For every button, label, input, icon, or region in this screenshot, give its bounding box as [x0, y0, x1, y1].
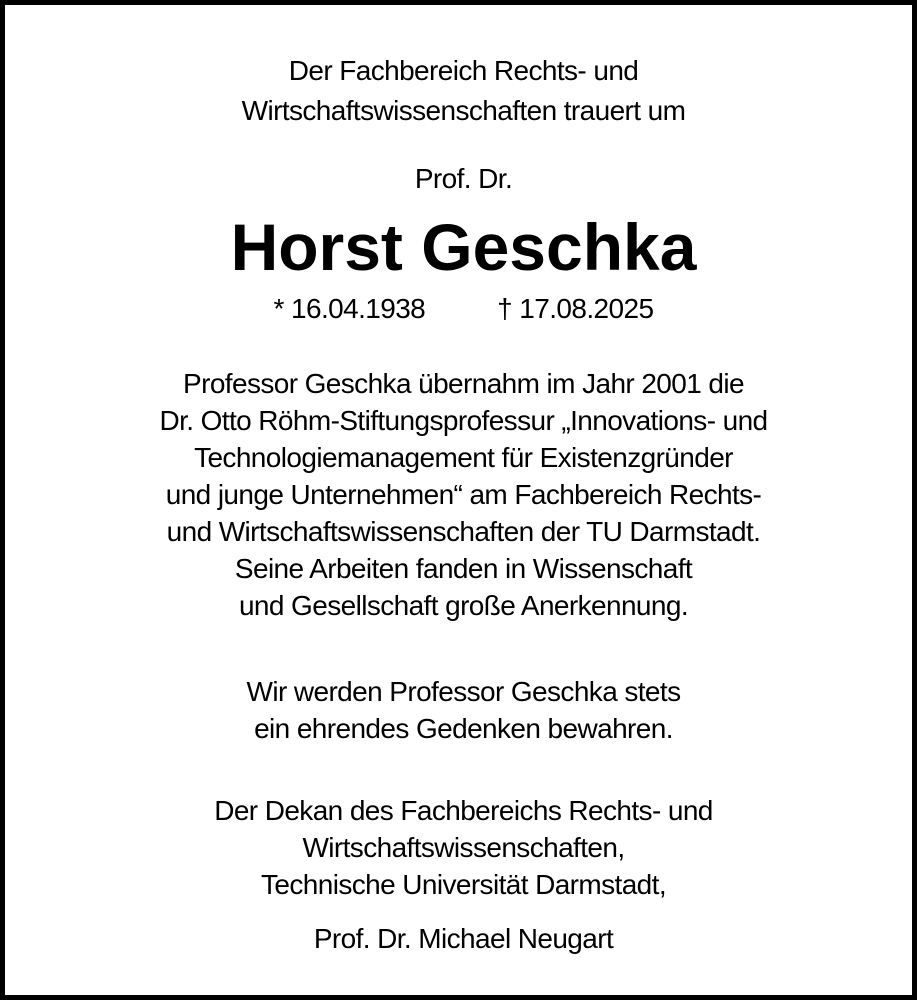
body-line-3: Technologiemanagement für Existenzgründer: [194, 442, 733, 473]
signature-line-1: Der Dekan des Fachbereichs Rechts- und: [214, 795, 713, 826]
academic-title: Prof. Dr.: [414, 163, 513, 194]
life-dates: [5, 291, 917, 327]
tribute-line-2: ein ehrendes Gedenken bewahren.: [254, 713, 673, 744]
death-date: † 17.08.2025: [497, 293, 654, 324]
header-line-1: Der Fachbereich Rechts- und: [288, 55, 639, 86]
body-line-5: und Wirtschaftswissenschaften der TU Darmstadt.: [166, 516, 761, 547]
body-line-6: Seine Arbeiten fanden in Wissenschaft: [234, 553, 693, 584]
signature-line-3: Technische Universität Darmstadt,: [260, 869, 667, 900]
signature-line-2: Wirtschaftswissenschaften,: [302, 832, 625, 863]
body-line-1: Professor Geschka übernahm im Jahr 2001 die: [183, 368, 744, 399]
deceased-name: Horst Geschka: [230, 210, 697, 284]
signer-name: Prof. Dr. Michael Neugart: [313, 923, 614, 954]
body-line-4: und junge Unternehmen“ am Fachbereich Rechts-: [165, 479, 762, 510]
tribute-line-1: Wir werden Professor Geschka stets: [246, 676, 681, 707]
body-line-2: Dr. Otto Röhm-Stiftungsprofessur „Innovations- und: [159, 405, 768, 436]
header-line-2: Wirtschaftswissenschaften trauert um: [241, 95, 686, 126]
birth-date: * 16.04.1938: [273, 293, 426, 324]
body-line-7: und Gesellschaft große Anerkennung.: [238, 590, 689, 621]
